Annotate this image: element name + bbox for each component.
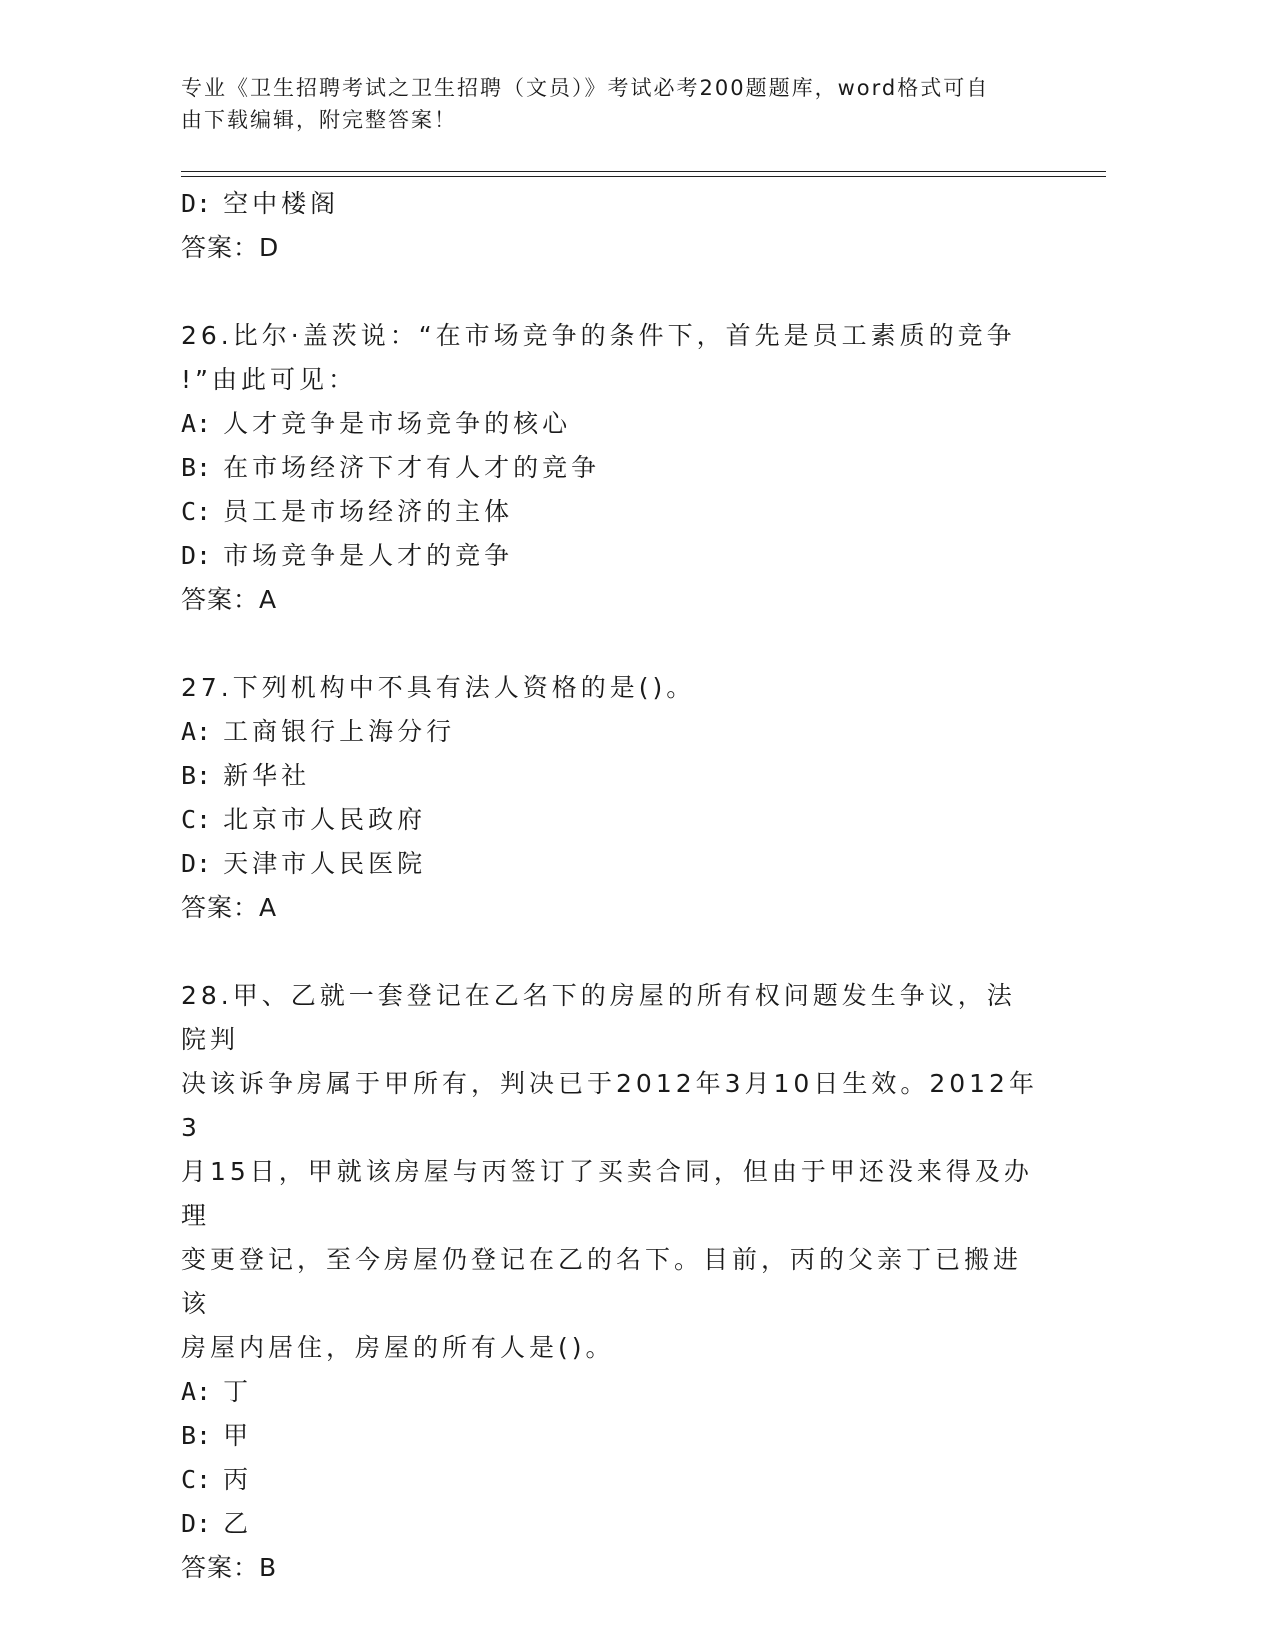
question-stem-line: 27.下列机构中不具有法人资格的是()。 — [181, 673, 696, 702]
option-c — [181, 798, 1041, 842]
question-stem-line: 26.比尔·盖茨说：“在市场竞争的条件下，首先是员工素质的竞争 — [181, 321, 1016, 350]
option-text: 丙 — [223, 1465, 253, 1494]
header-divider-top — [181, 171, 1106, 172]
option-text: 天津市人民医院 — [223, 849, 427, 878]
question-stem-line: !”由此可见： — [181, 365, 357, 394]
spacer — [181, 622, 1041, 666]
option-label: A: — [181, 717, 212, 746]
option-b — [181, 754, 1041, 798]
option-a — [181, 402, 1041, 446]
question-28 — [181, 974, 1041, 1590]
question-stem-line: 决该诉争房属于甲所有，判决已于2012年3月10日生效。2012年3 — [181, 1069, 1038, 1142]
option-text: 空中楼阁 — [223, 189, 340, 218]
option-text: 甲 — [223, 1421, 253, 1450]
option-label: B: — [181, 1421, 212, 1450]
answer-line: 答案：D — [181, 233, 280, 262]
option-label: B: — [181, 761, 212, 790]
answer-line: 答案：A — [181, 893, 278, 922]
option-a — [181, 1370, 1041, 1414]
option-label: C: — [181, 1465, 212, 1494]
option-label: C: — [181, 805, 212, 834]
option-text: 北京市人民政府 — [223, 805, 427, 834]
option-d — [181, 534, 1041, 578]
document-body — [181, 182, 1041, 1590]
option-label: C: — [181, 497, 212, 526]
option-text: 人才竞争是市场竞争的核心 — [223, 409, 572, 438]
header-divider-bottom — [181, 176, 1106, 177]
option-label: D: — [181, 849, 212, 878]
option-text: 乙 — [223, 1509, 253, 1538]
option-text: 市场竞争是人才的竞争 — [223, 541, 514, 570]
answer-line: 答案：A — [181, 585, 278, 614]
option-text: 在市场经济下才有人才的竞争 — [223, 453, 601, 482]
option-text: 员工是市场经济的主体 — [223, 497, 514, 526]
option-label: A: — [181, 409, 212, 438]
option-d — [181, 182, 1041, 226]
question-stem-line: 月15日，甲就该房屋与丙签订了买卖合同，但由于甲还没来得及办理 — [181, 1157, 1033, 1230]
option-c — [181, 1458, 1041, 1502]
answer-line: 答案：B — [181, 1553, 278, 1582]
option-d — [181, 1502, 1041, 1546]
option-label: A: — [181, 1377, 212, 1406]
header-title-line-1: 专业《卫生招聘考试之卫生招聘（文员）》考试必考200题题库，word格式可自 — [181, 76, 990, 100]
option-d — [181, 842, 1041, 886]
option-b — [181, 1414, 1041, 1458]
option-text: 工商银行上海分行 — [223, 717, 456, 746]
document-header — [181, 72, 1041, 136]
option-c — [181, 490, 1041, 534]
option-label: D: — [181, 541, 212, 570]
spacer — [181, 930, 1041, 974]
spacer — [181, 270, 1041, 314]
option-label: B: — [181, 453, 212, 482]
option-a — [181, 710, 1041, 754]
carryover-block — [181, 182, 1041, 270]
option-b — [181, 446, 1041, 490]
option-label: D: — [181, 189, 212, 218]
question-27 — [181, 666, 1041, 930]
option-label: D: — [181, 1509, 212, 1538]
option-text: 新华社 — [223, 761, 311, 790]
header-title-line-2: 由下载编辑，附完整答案！ — [181, 108, 457, 132]
question-stem-line: 房屋内居住，房屋的所有人是()。 — [181, 1333, 615, 1362]
question-stem-line: 变更登记，至今房屋仍登记在乙的名下。目前，丙的父亲丁已搬进该 — [181, 1245, 1023, 1318]
option-text: 丁 — [223, 1377, 253, 1406]
question-26 — [181, 314, 1041, 622]
question-stem-line: 28.甲、乙就一套登记在乙名下的房屋的所有权问题发生争议，法院判 — [181, 981, 1016, 1054]
